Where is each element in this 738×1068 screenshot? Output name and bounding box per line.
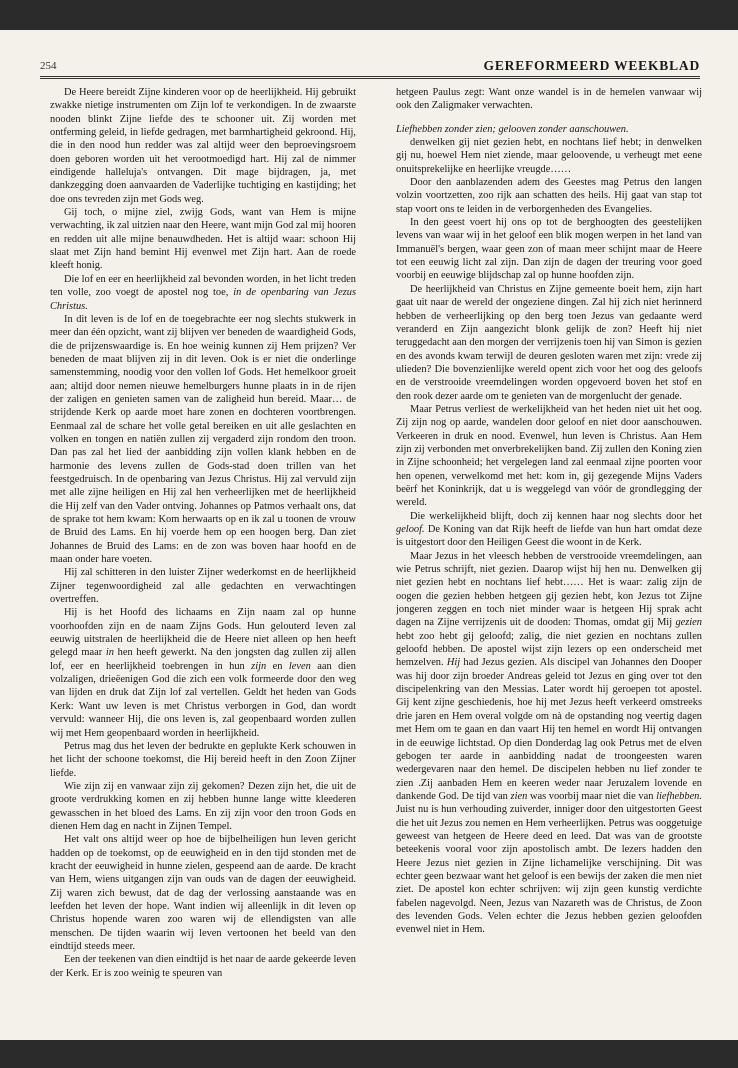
emphasis: leven <box>288 660 311 672</box>
paragraph: Wie zijn zij en vanwaar zijn zij gekomen? Dezen zijn het, die uit de groote verdrukking komen en zij hebben hunne lange witte kleederen gewasschen in het bloed des Lams. En zij zijn voor den troon Gods en dienen Hem dag en nacht in Zijnen Tempel. <box>50 780 356 832</box>
paragraph: Het valt ons altijd weer op hoe de bijbelheiligen hun leven gericht hadden op de toekomst, op de eeuwigheid en in den tijd stonden met de kracht der eeuwigheid in hunne zielen, gespeend aan de aarde. De kracht van Hem, wiens uitgangen zijn van ouds van de dagen der eeuwigheid. Zij waren zich bewust, dat de dag der verlossing aanstaande was en leefden het leven der hope. Want indien wij alleenlijk in dit leven op Christus hopende waren zoo waren wij de ellendigsten van alle menschen. De tijden waarin wij leven vertoonen het beeld van den eindtijd steeds meer. <box>50 834 356 952</box>
paragraph: De heerlijkheid van Christus en Zijne gemeente boeit hem, zijn hart gaat uit naar de wereld der ongeziene dingen. Zal hij zich niet herinnerd hebben de verheerlijking op den berg toen Jezus van gedaante werd veranderd en Zijn aangezicht blonk gelijk de zon? Heeft hij niet teruggedacht aan den morgen der verrijzenis toen hij van Simon is gezien en des avonds kwam terwijl de deuren gesloten waren met zijn: vrede zij ulieden? Die bovenzienlijke wereld opent zich voor het oog des geloofs en de verstrooide vreemdelingen worden opgevoerd boven het stof en den rook dezer aarde om te genieten van de morgenlucht der genade. <box>396 283 702 402</box>
paragraph: denwelken gij niet gezien hebt, en nochtans lief hebt; in denwelken gij nu, hoewel Hem niet ziende, maar geloovende, u verheugt met eene onuitsprekelijke en heerlijke vreugde…… <box>396 137 702 175</box>
paragraph: Hij zal schitteren in den luister Zijner wederkomst en de heerlijkheid Zijner tegenwoordigheid zal alle gedachten en verwachtingen overtreffen. <box>50 567 356 606</box>
magazine-page <box>0 30 738 1040</box>
paragraph: Petrus mag dus het leven der bedrukte en geplukte Kerk schouwen in het licht der schoone toekomst, die Hij bereid heeft in den Zoon Zijner liefde. <box>50 740 356 779</box>
right-column <box>396 86 702 1034</box>
paragraph: Die werkelijkheid blijft, doch zij kennen haar nog slechts door het geloof. De Koning van dat Rijk heeft de liefde van hun hart omdat deze is uitgestort door den Heiligen Geest die woont in de Kerk. <box>396 510 702 549</box>
page-header <box>40 54 700 79</box>
paragraph: hetgeen Paulus zegt: Want onze wandel is in de hemelen vanwaar wij ook den Zaligmaker verwachten. <box>396 87 702 112</box>
paragraph: Maar Jezus in het vleesch hebben de verstrooide vreemdelingen, aan wie Petrus schrijft, niet gezien. Daarop wijst hij hen nu. Denwelken gij niet gezien hebt en nochtans lief hebt…… Het is waar: zalig zijn de oogen die gezien hebben hetgeen gij gezien hebt, kon Jezus tot Zijne jongeren zeggen en toch niet minder waar is hetgeen Hij sprak acht dagen na Zijne verrijzenis uit de dooden: Thomas, omdat gij Mij gezien hebt zoo hebt gij geloofd; zalig, die niet gezien en nochtans zullen geloofd hebben. De apostel wijst zijn lezers op een onderscheid met hemzelven. Hij had Jezus gezien. Als discipel van Johannes den Dooper was hij door zijn broeder Andreas geleid tot Jezus en ging over tot den discipelenkring van den Messias. Later wordt hij geroepen tot apostel. Gij kent zijne geschiedenis, hoe hij met Jezus heeft verkeerd omstreeks drie jaren en Hem overal volgde om nà de opstanding nog veertig dagen met Hem om te gaan en dan vaart Hij ten hemel en wordt Hij ontvangen in de eeuwige lichtstad. Op dien Donderdag lag ook Petrus met de elven gebogen ter aarde in aanbidding nadat de troongeesten waren wedergevaren naar den hemel. De discipelen hebben nu lief zonder te zien .Zij aanbaden Hem en keeren weder naar Jeruzalem lovende en dankende God. De tijd van zien was voorbij maar niet die van liefhebben. Juist nu is hun verhouding zuiverder, inniger door den uitgestorten Geest die het uit Jezus zou nemen en Hem verheerlijken. Petrus was ooggetuige geweest van hetgeen de Heere deed en leed. Dat was van de grootste beteekenis vooral voor zijn apostolisch ambt. De lezers hadden den Heere Jezus niet gezien in Zijne lichamelijke verschijning. Dit was echter geen bezwaar want het geloof is een bewijs der zaken die men niet ziet. De apostel kon echter schrijven: wij zijn geen kunstig verdichte fabelen nagevolgd. Neen, Jezus van Nazareth was de Christus, de Zoon des levenden Gods. Velen echter die Jezus hebben gezien geloofden evenwel niet in Hem. <box>396 550 702 936</box>
paragraph: Gij toch, o mijne ziel, zwijg Gods, want van Hem is mijne verwachting, ik zal uitzien naar den Heere, want mijn God zal mij hooren en redden uit alle mijne benauwdheden. Het is altijd waar: schoon Hij slaat met Zijn hand bemint Hij evenwel met Zijn hart. Aan de roede kleeft honig. <box>50 207 356 272</box>
left-column <box>50 86 356 1034</box>
paragraph: De Heere bereidt Zijne kinderen voor op de heerlijkheid. Hij gebruikt zwakke nietige instrumenten om Zijn lof te verkondigen. In de zwaarste nooden blinkt Zijne liefde des te schooner uit. Zij worden met ontferming geleid, in liefde gedragen, met barmhartigheid gekroond. Hij, die in den nood hun redder was zal altijd weer den beproevingsroem doen geboren worden uit het verootmoedigd hart. Hij zal de nimmer eindigende halleluja's ontvangen. Dit mage bijdragen, ja, met dankzegging doen aanvaarden de Vaderlijke tuchtiging en kastijding; het doe ons tevreden zijn met Gods weg. <box>50 87 356 205</box>
paragraph: In den geest voert hij ons op tot de berghoogten des geestelijken levens van waar wij in het geloof een blik mogen werpen in het land van Immanuël's bergen, waar geen zon of maan meer schijnt maar de Heere tot een eeuwig licht zal zijn. Dan zijn de dagen der treuring voor goed voorbij en eeuwige blijdschap zal op hunne hoofden zijn. <box>396 217 702 282</box>
paragraph: Maar Petrus verliest de werkelijkheid van het heden niet uit het oog. Zij zijn nog op aarde, wandelen door geloof en niet door aanschouwen. Verkeeren in druk en nood. Evenwel, hun leven is Christus. Aan Hem zijn zij verbonden met onverbrekelijken band. Zij zullen den Koning zien in Zijne schoonheid; het vergelegen land zal eenmaal zijne poorten voor hen openen, verwelkomd met het: kom in, gij gezegende Mijns Vaders beërf het Koninkrijk, dat u is weggelegd van vóór de grondlegging der wereld. <box>396 403 702 509</box>
emphasis: Hij <box>446 657 461 669</box>
scan-bottom-edge <box>0 1040 738 1068</box>
emphasis: geloof. <box>396 524 425 535</box>
section-subheading: Liefhebben zonder zien; gelooven zonder aanschouwen. <box>396 123 629 135</box>
paragraph: Een der teekenen van dien eindtijd is het naar de aarde gekeerde leven der Kerk. Er is zoo weinig te speuren van <box>50 954 356 979</box>
emphasis: zijn <box>251 660 267 672</box>
emphasis: in de openbaring van Jezus Christus. <box>50 287 356 312</box>
journal-title: GEREFORMEERD WEEKBLAD <box>483 58 700 73</box>
emphasis: liefhebben. <box>656 790 702 802</box>
emphasis: gezien <box>675 617 702 629</box>
emphasis: zien <box>510 790 528 802</box>
paragraph: Hij is het Hoofd des lichaams en Zijn naam zal op hunne voorhoofden zijn en de naam Zijns Gods. Hun gelouterd leven zal eeuwig uitstralen de heerlijkheid die de Heere niet alleen op hen heeft gelegd maar in hen heeft gewerkt. Na den jongsten dag zullen zij allen lof, eer en heerlijkheid toebrengen in hun zijn en leven aan dien volzaligen, drieëenigen God die zich een volk formeerde door den weg van lijden en druk dat Zijn lof zal vertellen. Geldt het heden van Gods Kerk: Want uw leven is met Christus verborgen in God, dan wordt vervuld: wanneer Hij, die ons leven is, zal geopenbaard worden zullen wij met Hem geopenbaard worden in heerlijkheid. <box>50 607 356 739</box>
article-columns <box>50 86 702 1034</box>
emphasis: in <box>105 647 114 659</box>
page-number: 254 <box>40 60 57 72</box>
scan-top-edge <box>0 0 738 30</box>
paragraph: In dit leven is de lof en de toegebrachte eer nog slechts stukwerk in meer dan één opzicht, want zij blijven ver beneden de waardigheid Gods, die de prijzenswaardige is. En hoe weinig kunnen zij Hem prijzen? Ver beneden de maat blijven zij in dit leven. Ook is er niet die onderlinge samenstemming, noodig voor den vollen lof Gods. Het hemelkoor groeit aan; altijd door nemen nieuwe hemelburgers hunne plaats in in de rijen der zaligen en genieten samen van de zaligheid hun bereid. Maar… de strijdende Kerk op aarde moet hare zonen en dochteren voortbrengen. Eenmaal zal de schare het volle getal bereiken en uit alle geslachten en volken en tongen en natiën zullen zij vergaderd zijn rondom den troon. Dan pas zal het lied der aanbidding zijn vollen klank hebben en de harmonie des levens zullen de Gods-stad doen trillen van het feestgedruisch. In de openbaring van Jezus Christus. Hij zal vervuld zijn met alle zijne heiligen en Hij zal hen verheerlijken met de heerlijkheid die Hij zelf van den Vader ontving. Johannes op Patmos verhaalt ons, dat de sprake tot hem kwam: Kom herwaarts op en ik zal u toonen de vrouw de Bruid des Lams. En hij voerde hem op een hoogen berg. Dan ziet Johannes de Bruid des Lams: en de zon was boven haar hoofd en de maan onder hare voeten. <box>50 313 356 566</box>
paragraph: Door den aanblazenden adem des Geestes mag Petrus den langen volzin voortzetten, zoo rijk aan schatten des heils. Hij gaat van stap tot stap voort ons te leiden in de verborgenheden des Evangelies. <box>396 177 702 215</box>
paragraph: Die lof en eer en heerlijkheid zal bevonden worden, in het licht treden ten volle, zoo voegt de apostel nog toe, in de openbaring van Jezus Christus. <box>50 273 356 312</box>
